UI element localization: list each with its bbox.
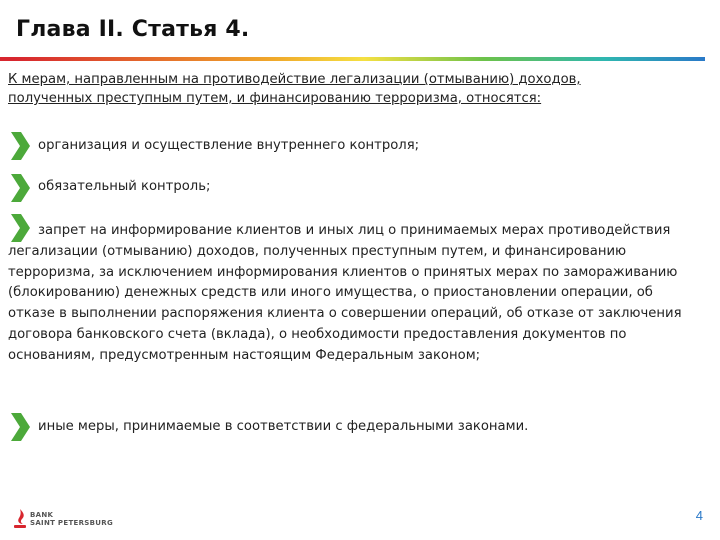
intro-text [8,70,668,108]
intro-line-2: полученных преступным путем, и финансированию терроризма, относятся: [8,91,542,106]
list-item [8,221,696,367]
logo-text [30,511,113,527]
page-title: Глава II. Статья 4. [16,17,250,42]
page-number: 4 [695,508,703,523]
list-item-text: запрет на информирование клиентов и иных лиц о принимаемых мерах противодействия легализации (отмыванию) доходов, полученных преступным путем, и финансированию терроризма, за исключением информирования клиентов о принятых мерах по замораживанию (блокированию) денежных средств или иного имущества, о приостановлении операции, об отказе в выполнении распоряжения клиента о совершении операций, об отказе от заключения договора банковского счета (вклада), о необходимости предоставления документов по основаниям, предусмотренным настоящим Федеральным законом; [8,223,682,363]
list-item-text: обязательный контроль; [38,179,211,194]
logo-line-1: BANK [30,511,54,519]
list-item-text: иные меры, принимаемые в соответствии с федеральными законами. [38,419,529,434]
logo-line-2: SAINT PETERSBURG [30,519,113,527]
list-item [8,417,698,438]
title-divider [0,57,705,61]
list-item [8,177,698,198]
list-item [8,136,698,157]
bank-logo [12,508,132,532]
intro-line-1: К мерам, направленным на противодействие легализации (отмыванию) доходов, [8,72,581,87]
bank-logo-icon [12,508,28,530]
list-item-text: организация и осуществление внутреннего контроля; [38,138,420,153]
